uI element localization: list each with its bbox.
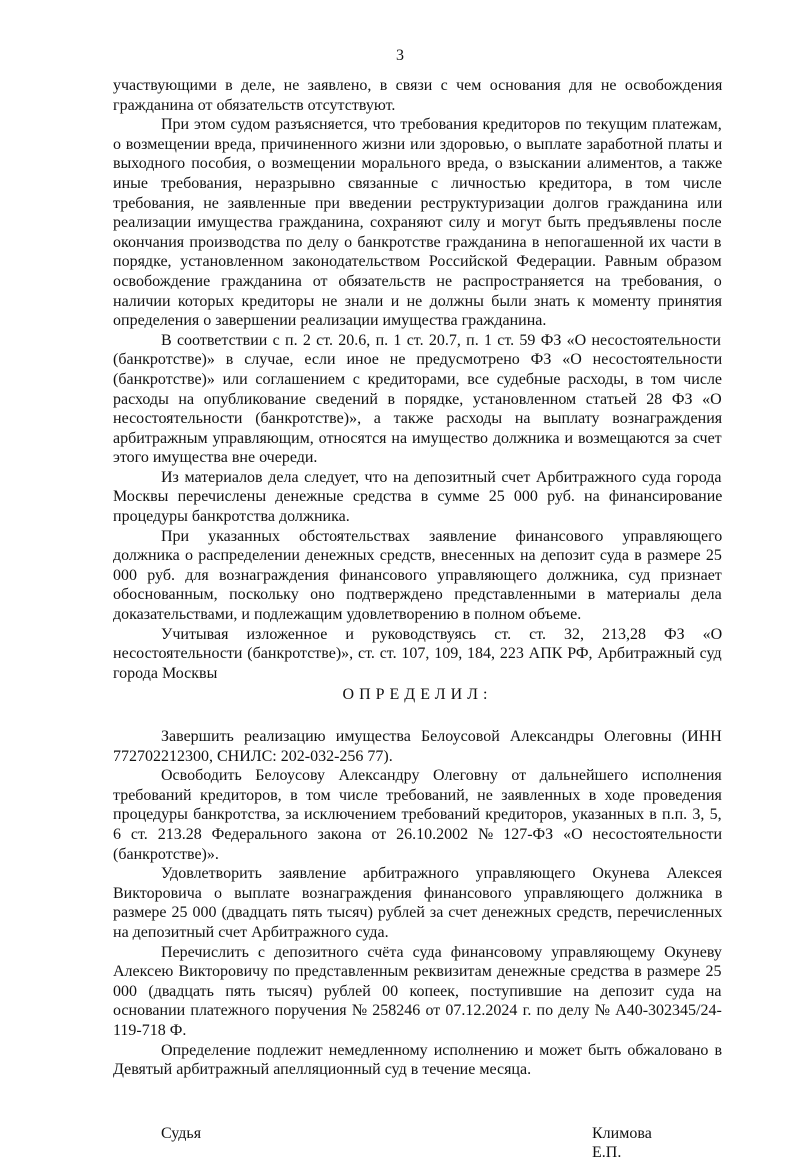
text-line: В соответствии с п. 2 ст. 20.6, п. 1 ст. 20.7, п. 1 ст. 59 ФЗ «О несостоятельности [161, 331, 721, 349]
judge-title: Судья [161, 1124, 202, 1142]
text-line: Из материалов дела следует, что на депозитный счет Арбитражного суда города [161, 468, 722, 486]
text-line: определения о завершении реализации имущества гражданина. [113, 312, 547, 330]
text-line: окончания производства по делу о банкротстве гражданина в непогашенной их части в [113, 233, 722, 251]
paragraph [113, 527, 722, 625]
text-line: Викторовича о выплате вознаграждения финансового управляющего должника в [113, 884, 723, 902]
paragraph [113, 864, 722, 942]
text-line: наличии которых кредиторы не знали и не должны были знать к моменту принятия [113, 292, 722, 310]
document-body [113, 76, 722, 1080]
text-line: Завершить реализацию имущества Белоусовой Александры Олеговны (ИНН [161, 728, 722, 745]
text-line: несостоятельности (банкротстве)», а также расходы на выплату вознаграждения [113, 410, 723, 428]
text-line: Учитывая изложенное и руководствуясь ст. ст. 32, 213,28 ФЗ «О [161, 625, 723, 643]
text-line: несостоятельности (банкротстве)», ст. ст. 107, 109, 184, 223 АПК РФ, Арбитражный суд [113, 645, 722, 663]
paragraph [113, 766, 722, 864]
operative-heading: ОПРЕДЕЛИЛ: [342, 686, 493, 704]
paragraph [113, 727, 722, 766]
text-line: этого имущества вне очереди. [113, 449, 318, 467]
paragraph [113, 468, 722, 527]
text-line: процедуры банкротства должника. [113, 508, 350, 526]
text-line: на депозитный счет Арбитражного суда. [113, 923, 389, 941]
text-line: Девятый арбитражный апелляционный суд в течение месяца. [113, 1061, 532, 1079]
text-line: доказательствами, и подлежащим удовлетворению в полном объеме. [113, 606, 582, 624]
text-line: Удовлетворить заявление арбитражного управляющего Окунева Алексея [161, 865, 723, 883]
text-line: Москвы перечислены денежные средства в сумме 25 000 руб. на финансирование [113, 488, 723, 506]
paragraph [113, 76, 722, 115]
text-line: (банкротстве)» в случае, если иное не предусмотрено ФЗ «О несостоятельности [113, 351, 723, 369]
text-line: Освободить Белоусову Александру Олеговну от дальнейшего исполнения [161, 767, 722, 785]
text-line: 000 руб. для вознаграждения финансового управляющего должника, суд признает [113, 566, 722, 584]
paragraph [113, 331, 722, 468]
text-line: должника о распределении денежных средств, внесенных на депозит суда в размере 25 [113, 547, 722, 565]
text-line: 772702212300, СНИЛС: 202-032-256 77). [113, 747, 393, 765]
text-line: Определение подлежит немедленному исполнению и может быть обжаловано в [161, 1041, 723, 1059]
text-line: требования, не заявленные при введении реструктуризации долгов гражданина или [113, 194, 723, 212]
text-line: При указанных обстоятельствах заявление финансового управляющего [161, 527, 723, 545]
text-line: освобождение гражданина от обязательств не распространяется на требования, о [113, 272, 722, 290]
text-line: Перечислить с депозитного счёта суда финансовому управляющему Окуневу [161, 943, 722, 961]
text-line: расходы на опубликование сведений в порядке, установленном статьей 28 ФЗ «О [113, 390, 722, 408]
resolution-section [113, 727, 722, 1080]
text-line: 119-718 Ф. [113, 1021, 187, 1039]
text-line: требований кредиторов, в том числе требований, не заявленных в ходе проведения [113, 786, 722, 804]
judge-name: Климова Е.П. [592, 1124, 652, 1162]
text-line: 000 (двадцать пять тысяч) рублей 00 копеек, поступившие на депозит суда на [113, 982, 722, 1000]
text-line: При этом судом разъясняется, что требования кредиторов по текущим платежам, [161, 116, 722, 134]
text-line: города Москвы [113, 664, 218, 682]
text-line: размере 25 000 (двадцать пять тысяч) рублей за счет денежных средств, перечисленных [113, 904, 723, 922]
text-line: участвующими в деле, не заявлено, в связи с чем основания для не освобождения [113, 77, 723, 94]
paragraph [113, 625, 722, 684]
text-line: выходного пособия, о возмещении морального вреда, о взыскании алиментов, а также [113, 155, 723, 173]
text-line: (банкротстве)» или соглашением с кредиторами, все судебные расходы, в том числе [113, 370, 723, 388]
signature-block [161, 1124, 681, 1162]
text-line: порядке, установленном законодательством Российской Федерации. Равным образом [113, 253, 722, 271]
text-line: гражданина от обязательств отсутствуют. [113, 96, 396, 114]
text-line: основании платежного поручения № 258246 от 07.12.2024 г. по делу № А40-302345/24- [113, 1002, 722, 1020]
paragraph [113, 115, 722, 331]
text-line: реализации имущества гражданина, сохраняют силу и могут быть предъявлены после [113, 214, 722, 232]
text-line: арбитражным управляющим, относятся на имущество должника и возмещаются за счет [113, 429, 722, 447]
page-number: 3 [396, 47, 404, 64]
text-line: (банкротстве)». [113, 845, 219, 863]
text-line: иные требования, неразрывно связанные с личностью кредитора, в том числе [113, 174, 722, 192]
text-line: обоснованным, поскольку оно подтверждено представленными в материалы дела [113, 586, 722, 604]
text-line: Алексею Викторовичу по представленным реквизитам денежные средства в размере 25 [113, 963, 722, 981]
motivation-section [113, 76, 722, 683]
paragraph [113, 1041, 722, 1080]
text-line: процедуры банкротства, за исключением требований кредиторов, указанных в п.п. 3, 5, [113, 806, 722, 824]
paragraph [113, 943, 722, 1041]
text-line: 6 ст. 213.28 Федерального закона от 26.10.2002 № 127-ФЗ «О несостоятельности [113, 825, 723, 843]
text-line: о возмещении вреда, причиненного жизни или здоровью, о выплате заработной платы и [113, 135, 723, 153]
